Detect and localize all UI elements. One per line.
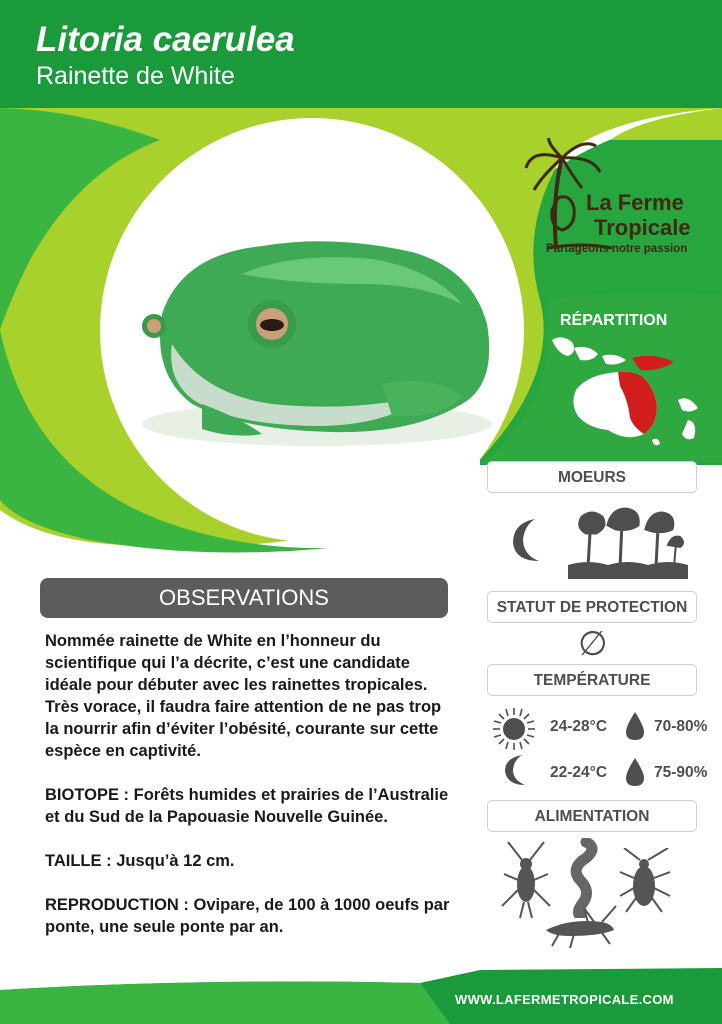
day-temperature: 24-28°C [550,718,608,735]
reproduction-text: Ovipare, de 100 à 1000 oeufs par ponte, une seule ponte par an. [45,896,450,936]
locust-icon [540,900,620,950]
logo-name-line1: La Ferme [586,190,684,215]
species-title: Litoria caerulea [36,20,295,59]
sun-icon [492,707,536,751]
protection-title: STATUT DE PROTECTION [487,591,697,623]
moeurs-title: MOEURS [487,461,697,493]
logo-name-line2: Tropicale [594,215,691,240]
reproduction-paragraph [45,894,457,938]
humidity-drop-icon [624,710,646,742]
repartition-title: RÉPARTITION [560,312,668,329]
night-humidity: 75-90% [654,764,708,781]
day-humidity: 70-80% [654,718,708,735]
temperature-title: TEMPÉRATURE [487,664,697,696]
moon-icon [505,515,551,565]
observations-heading: OBSERVATIONS [40,578,448,618]
taille-text: Jusqu’à 12 cm. [116,852,235,870]
forest-icon [568,503,688,579]
taille-label: TAILLE : [45,852,112,870]
species-common-name: Rainette de White [36,62,235,90]
biotope-text: Forêts humides et prairies de l’Australie et du Sud de la Papouasie Nouvelle Guinée. [45,786,449,826]
biotope-label: BIOTOPE : [45,786,130,804]
reproduction-label: REPRODUCTION : [45,896,189,914]
observations-body [45,630,457,960]
observations-intro: Nommée rainette de White en l’honneur du scientifique qui l’a décrite, c’est une candidate idéale pour débuter avec les rainettes tropicales. Très vorace, il faudra faire attention de ne pas trop la nourrir afin d’éviter l’obésité, courante sur cette espèce en captivité. [45,632,442,760]
humidity-drop-icon [624,756,646,788]
distribution-map [548,330,716,450]
logo-tagline: Partageons notre passion [546,243,688,255]
website-link[interactable]: WWW.LAFERMETROPICALE.COM [455,992,674,1007]
protection-status-value: ∅ [578,624,608,664]
alimentation-title: ALIMENTATION [487,800,697,832]
cockroach-icon [618,848,672,914]
biotope-paragraph [45,784,457,828]
night-moon-icon [500,752,532,788]
taille-paragraph [45,850,457,872]
frog-image [92,134,532,534]
night-temperature: 22-24°C [550,764,608,781]
